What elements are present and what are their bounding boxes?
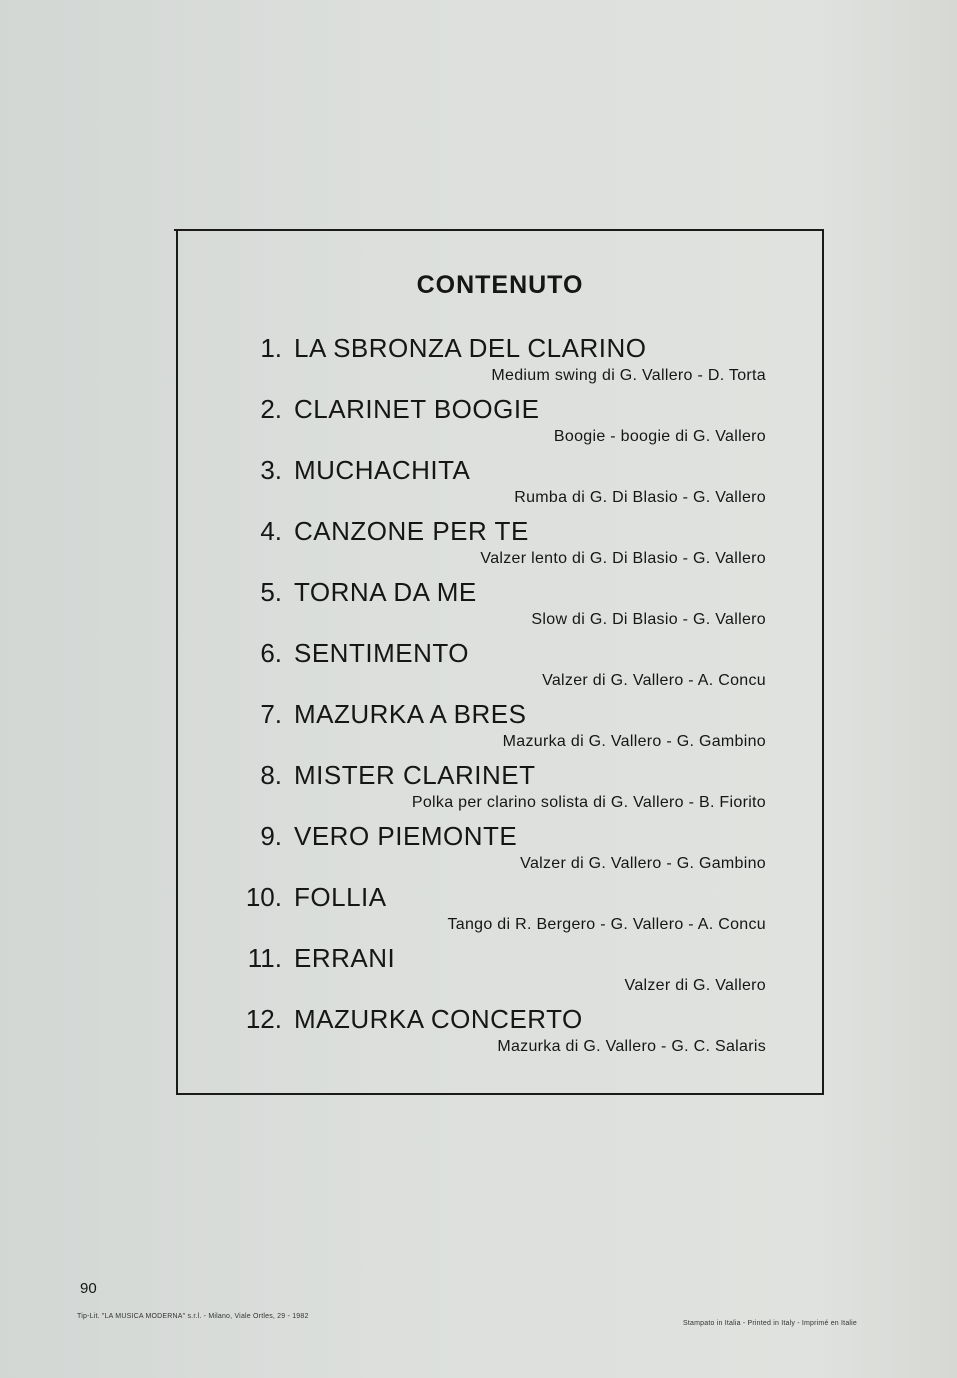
entry-number: 9. [260,821,282,851]
entry-title: CANZONE PER TE [294,516,529,546]
page-number: 90 [80,1280,97,1297]
page-title: CONTENUTO [416,271,584,299]
list-item [242,821,766,882]
list-item [242,333,766,394]
contents-list [242,333,766,1065]
entry-credit: Valzer di G. Vallero - A. Concu [542,672,766,689]
entry-credit: Valzer lento di G. Di Blasio - G. Vallero [480,550,766,567]
entry-number: 12. [245,1004,282,1034]
entry-credit: Boogie - boogie di G. Vallero [553,428,766,445]
entry-number: 1. [260,333,282,363]
entry-credit: Valzer di G. Vallero [624,977,766,994]
list-item [242,760,766,821]
entry-credit: Tango di R. Bergero - G. Vallero - A. Concu [447,916,766,933]
list-item [242,1004,766,1065]
entry-title: VERO PIEMONTE [294,821,518,851]
entry-number: 11. [247,943,282,973]
entry-title: MUCHACHITA [294,455,471,485]
entry-title: SENTIMENTO [294,638,469,668]
list-item [242,943,766,1004]
entry-number: 2. [260,394,282,424]
printed-in-notice: Stampato in Italia - Printed in Italy - Imprimé en Italie [683,1320,858,1327]
list-item [242,638,766,699]
entry-title: LA SBRONZA DEL CLARINO [294,333,647,363]
entry-title: CLARINET BOOGIE [294,394,540,424]
entry-title: TORNA DA ME [294,577,477,607]
entry-title: MISTER CLARINET [294,760,536,790]
entry-number: 7. [260,699,282,729]
entry-number: 6. [260,638,282,668]
entry-title: MAZURKA CONCERTO [294,1004,583,1034]
list-item [242,699,766,760]
entry-credit: Polka per clarino solista di G. Vallero - B. Fiorito [411,794,766,811]
entry-number: 3. [260,455,282,485]
entry-title: ERRANI [294,943,396,973]
list-item [242,455,766,516]
entry-number: 5. [260,577,282,607]
entry-credit: Rumba di G. Di Blasio - G. Vallero [514,489,766,506]
entry-credit: Slow di G. Di Blasio - G. Vallero [531,611,766,628]
entry-credit: Medium swing di G. Vallero - D. Torta [491,367,766,384]
list-item [242,516,766,577]
list-item [242,882,766,943]
entry-title: FOLLIA [294,882,387,912]
list-item [242,394,766,455]
entry-number: 10. [245,882,282,912]
entry-number: 8. [260,760,282,790]
entry-credit: Mazurka di G. Vallero - G. Gambino [502,733,766,750]
entry-credit: Mazurka di G. Vallero - G. C. Salaris [497,1038,766,1055]
list-item [242,577,766,638]
contents-box [176,229,824,1095]
entry-number: 4. [260,516,282,546]
printer-imprint: Tip-Lit. "LA MUSICA MODERNA" s.r.l. - Milano, Viale Ortles, 29 - 1982 [77,1313,309,1320]
entry-title: MAZURKA A BRES [294,699,527,729]
entry-credit: Valzer di G. Vallero - G. Gambino [520,855,766,872]
